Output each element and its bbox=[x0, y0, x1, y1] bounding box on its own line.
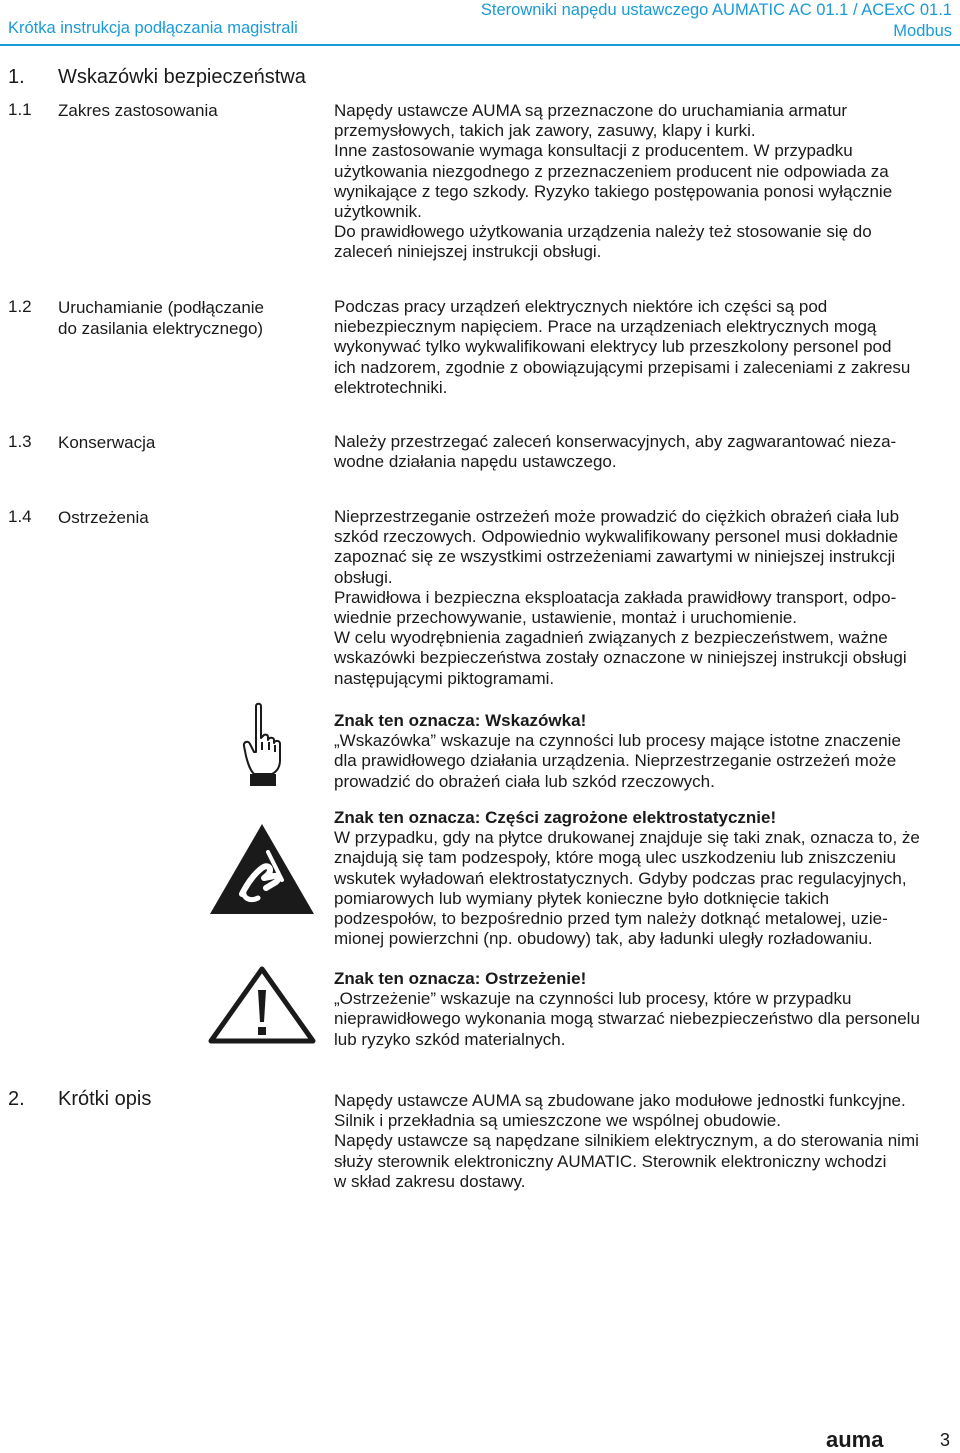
s14-number: 1.4 bbox=[8, 507, 32, 526]
s13-body bbox=[334, 432, 950, 472]
section2-body bbox=[334, 1091, 950, 1192]
note2-line: pomiarowych lub wymiany płytek konieczne było dotknięcie takich bbox=[334, 888, 830, 908]
page-number: 3 bbox=[940, 1430, 951, 1450]
s13-line: wodne działania napędu ustawczego. bbox=[334, 452, 617, 472]
header-doc-title: Krótka instrukcja podłączania magistrali bbox=[8, 19, 298, 37]
s11-line: użytkowania niezgodnego z przeznaczeniem producent nie odpowiada za bbox=[334, 161, 889, 181]
note1-line: „Wskazówka” wskazuje na czynności lub procesy mające istotne znaczenie bbox=[334, 731, 901, 751]
esd-warning-icon bbox=[208, 822, 316, 916]
section2-number: 2. bbox=[8, 1088, 25, 1110]
s12-line: wykonywać tylko wykwalifikowani elektrycy lub przeszkolony personel pod bbox=[334, 337, 892, 357]
note2-line: wskutek wyładowań elektrostatycznych. Gdyby podczas prac regulacyjnych, bbox=[334, 868, 907, 888]
section2-line: Napędy ustawcze AUMA są zbudowane jako modułowe jednostki funkcyjne. bbox=[334, 1091, 906, 1110]
section2-line: Silnik i przekładnia są umieszczone we wspólnej obudowie. bbox=[334, 1111, 781, 1131]
s14-body bbox=[334, 507, 950, 689]
header-product-line2: Modbus bbox=[893, 22, 952, 40]
section2-title: Krótki opis bbox=[58, 1088, 152, 1110]
note1-title: Znak ten oznacza: Wskazówka! bbox=[334, 711, 587, 730]
note3-body bbox=[334, 969, 950, 1050]
section2-line: służy sterownik elektroniczny AUMATIC. Sterownik elektroniczny wchodzi bbox=[334, 1151, 887, 1171]
s11-body bbox=[334, 101, 950, 263]
note2-line: znajdują się tam podzespoły, które mogą ulec uszkodzeniu lub zniszczeniu bbox=[334, 848, 896, 868]
s11-line: użytkownik. bbox=[334, 202, 422, 222]
s11-line: wynikające z tego szkody. Ryzyko takiego postępowania ponosi wyłącznie bbox=[334, 181, 893, 201]
section1-title: Wskazówki bezpieczeństwa bbox=[58, 66, 306, 88]
s11-line: Inne zastosowanie wymaga konsultacji z producentem. W przypadku bbox=[334, 141, 853, 161]
s14-line: szkód rzeczowych. Odpowiednio wykwalifikowany personel musi dokładnie bbox=[334, 527, 899, 547]
s14-title: Ostrzeżenia bbox=[58, 508, 149, 527]
section1-number: 1. bbox=[8, 66, 25, 88]
auma-logo-text: auma bbox=[826, 1430, 884, 1450]
note3-line: lub ryzyko szkód materialnych. bbox=[334, 1029, 566, 1049]
note2-line: podzespołów, to bezpośrednio przed tym należy dotknąć metalowej, uzie- bbox=[334, 909, 888, 929]
s12-body bbox=[334, 297, 950, 398]
note3-title: Znak ten oznacza: Ostrzeżenie! bbox=[334, 969, 587, 988]
note2-line: W przypadku, gdy na płytce drukowanej znajduje się taki znak, oznacza to, że bbox=[334, 828, 920, 848]
note3-line: „Ostrzeżenie” wskazuje na czynności lub procesy, które w przypadku bbox=[334, 989, 852, 1009]
s11-line: Napędy ustawcze AUMA są przeznaczone do uruchamiania armatur bbox=[334, 101, 848, 120]
s12-title-line1: Uruchamianie (podłączanie bbox=[58, 298, 265, 317]
note2-body bbox=[334, 808, 950, 949]
s12-line: ich nadzorem, zgodnie z obowiązującymi przepisami i zaleceniami z zakresu bbox=[334, 357, 911, 377]
s14-line: wskazówki bezpieczeństwa zostały oznaczone w niniejszej instrukcji obsługi bbox=[334, 648, 907, 668]
s11-line: zaleceń niniejszej instrukcji obsługi. bbox=[334, 242, 602, 262]
auma-logo bbox=[826, 1430, 912, 1450]
hand-pointing-icon bbox=[240, 702, 288, 790]
s14-line: następującymi piktogramami. bbox=[334, 668, 555, 688]
header-product-line1: Sterowniki napędu ustawczego AUMATIC AC 01.1 / ACExC 01.1 bbox=[480, 1, 952, 19]
s14-line: zapoznać się ze wszystkimi ostrzeżeniami zawartymi w niniejszej instrukcji bbox=[334, 547, 896, 567]
note1-line: dla prawidłowego działania urządzenia. Nieprzestrzeganie ostrzeżeń może bbox=[334, 751, 897, 771]
s13-number: 1.3 bbox=[8, 432, 32, 451]
note3-line: nieprawidłowego wykonania mogą stwarzać niebezpieczeństwo dla personelu bbox=[334, 1009, 920, 1029]
s12-title-line2: do zasilania elektrycznego) bbox=[58, 319, 264, 338]
s11-line: przemysłowych, takich jak zawory, zasuwy, klapy i kurki. bbox=[334, 121, 756, 141]
warning-triangle-icon bbox=[208, 966, 316, 1044]
s12-line: niebezpiecznym napięciem. Prace na urządzeniach elektrycznych mogą bbox=[334, 317, 877, 337]
s14-line: W celu wyodrębnienia zagadnień związanych z bezpieczeństwem, ważne bbox=[334, 628, 888, 648]
note1-line: prowadzić do obrażeń ciała lub szkód rzeczowych. bbox=[334, 771, 715, 791]
note2-title: Znak ten oznacza: Części zagrożone elektrostatycznie! bbox=[334, 808, 777, 827]
section2-line: Napędy ustawcze są napędzane silnikiem elektrycznym, a do sterowania nimi bbox=[334, 1131, 919, 1151]
s14-line: Prawidłowa i bezpieczna eksploatacja zakłada prawidłowy transport, odpo- bbox=[334, 587, 897, 607]
s12-line: Podczas pracy urządzeń elektrycznych niektóre ich części są pod bbox=[334, 297, 828, 316]
s14-line: wiednie przechowywanie, ustawienie, montaż i uruchomienie. bbox=[334, 608, 798, 628]
s11-title: Zakres zastosowania bbox=[58, 101, 218, 120]
s13-line: Należy przestrzegać zaleceń konserwacyjnych, aby zagwarantować nieza- bbox=[334, 432, 897, 451]
s12-title bbox=[58, 297, 264, 339]
s14-line: Nieprzestrzeganie ostrzeżeń może prowadzić do ciężkich obrażeń ciała lub bbox=[334, 507, 900, 526]
header-rule bbox=[0, 44, 960, 46]
s11-number: 1.1 bbox=[8, 100, 32, 119]
note2-line: mionej powierzchni (np. obudowy) tak, aby ładunki uległy rozładowaniu. bbox=[334, 929, 873, 949]
header-product bbox=[481, 0, 952, 42]
section2-line: w skład zakresu dostawy. bbox=[334, 1171, 526, 1191]
s12-line: elektrotechniki. bbox=[334, 377, 448, 397]
s12-number: 1.2 bbox=[8, 297, 32, 316]
s11-line: Do prawidłowego użytkowania urządzenia należy też stosowanie się do bbox=[334, 222, 872, 242]
s14-line: obsługi. bbox=[334, 567, 393, 587]
s13-title: Konserwacja bbox=[58, 433, 156, 452]
note1-body bbox=[334, 711, 950, 792]
